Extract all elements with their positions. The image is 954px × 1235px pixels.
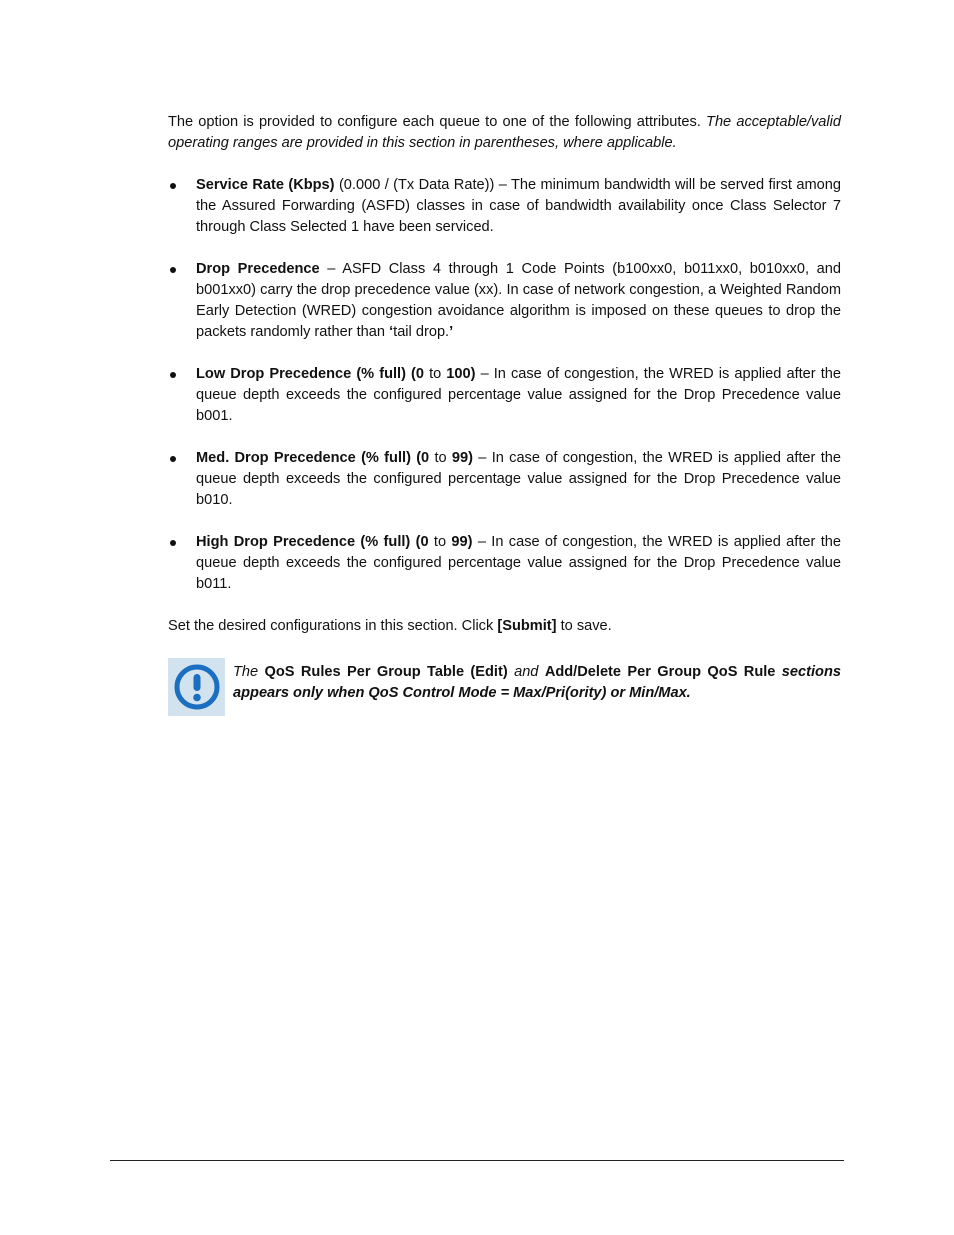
important-note [168, 658, 841, 716]
to-high-drop: to [433, 534, 447, 550]
note-part-rule-name: Add/Delete Per Group QoS Rule [544, 664, 776, 680]
note-part-condition: sections appears only when QoS Control Mode = Max/Pri(ority) or Min/Max. [233, 664, 842, 701]
note-part-table-name: QoS Rules Per Group Table (Edit) [264, 664, 508, 680]
bullet-icon [170, 540, 176, 546]
term-service-rate: Service Rate (Kbps) [196, 177, 335, 193]
bullet-icon [170, 183, 176, 189]
footer-divider [110, 1160, 844, 1161]
bullet-icon [170, 456, 176, 462]
submit-instruction-after: to save. [560, 618, 612, 634]
term-med-drop: Med. Drop Precedence (% full) (0 [196, 450, 430, 466]
desc-service-rate: – The minimum bandwidth will be served first among the Assured Forwarding (ASFD) classes in case of bandwidth availability once Class Selector 7 through Class Selected 1 have been serviced. [196, 177, 841, 235]
bullet-icon [170, 372, 176, 378]
intro-italic-note: The acceptable/valid operating ranges are provided in this section in parentheses, where applicable. [168, 114, 842, 151]
note-part-the: The [233, 664, 259, 680]
note-part-and: and [514, 664, 539, 680]
list-item-service-rate [168, 175, 841, 238]
desc-drop-precedence: – ASFD Class 4 through 1 Code Points (b100xx0, b011xx0, b010xx0, and b001xx0) carry the drop precedence value (xx). In case of network congestion, a Weighted Random Early Detection (WRED) congestion avoidance algorithm is imposed on these queues to drop the packets randomly rather than [196, 261, 841, 340]
desc-med-drop: – In case of congestion, the WRED is applied after the queue depth exceeds the configured percentage value assigned for the Drop Precedence value b010. [196, 450, 841, 508]
exclamation-icon [168, 658, 225, 716]
list-item-drop-precedence [168, 259, 841, 343]
submit-button-reference: [Submit] [497, 618, 557, 634]
intro-paragraph [168, 112, 841, 154]
bullet-icon [170, 267, 176, 273]
max-low-drop: 100) [446, 366, 476, 382]
quote-open: ‘ [389, 324, 394, 340]
list-item-low-drop [168, 364, 841, 427]
desc-low-drop: – In case of congestion, the WRED is applied after the queue depth exceeds the configured percentage value assigned for the Drop Precedence value b001. [196, 366, 842, 424]
note-text [233, 662, 841, 704]
quote-text: tail drop. [393, 324, 450, 340]
exclamation-icon-graphic [173, 663, 221, 711]
desc-high-drop: – In case of congestion, the WRED is applied after the queue depth exceeds the configured percentage value assigned for the Drop Precedence value b011. [196, 534, 841, 592]
to-low-drop: to [429, 366, 442, 382]
submit-instruction-before: Set the desired configurations in this section. Click [168, 618, 494, 634]
intro-text: The option is provided to configure each queue to one of the following attributes. [168, 114, 701, 130]
range-service-rate: (0.000 / (Tx Data Rate)) [338, 177, 495, 193]
to-med-drop: to [434, 450, 447, 466]
list-item-high-drop [168, 532, 841, 595]
quote-close: ’ [449, 324, 454, 340]
submit-instruction [168, 616, 841, 637]
term-drop-precedence: Drop Precedence [196, 261, 320, 277]
term-high-drop: High Drop Precedence (% full) (0 [196, 534, 429, 550]
attribute-list [168, 175, 841, 595]
max-med-drop: 99) [451, 450, 474, 466]
page-content [168, 112, 841, 716]
list-item-med-drop [168, 448, 841, 511]
max-high-drop: 99) [451, 534, 473, 550]
term-low-drop: Low Drop Precedence (% full) (0 [196, 366, 424, 382]
